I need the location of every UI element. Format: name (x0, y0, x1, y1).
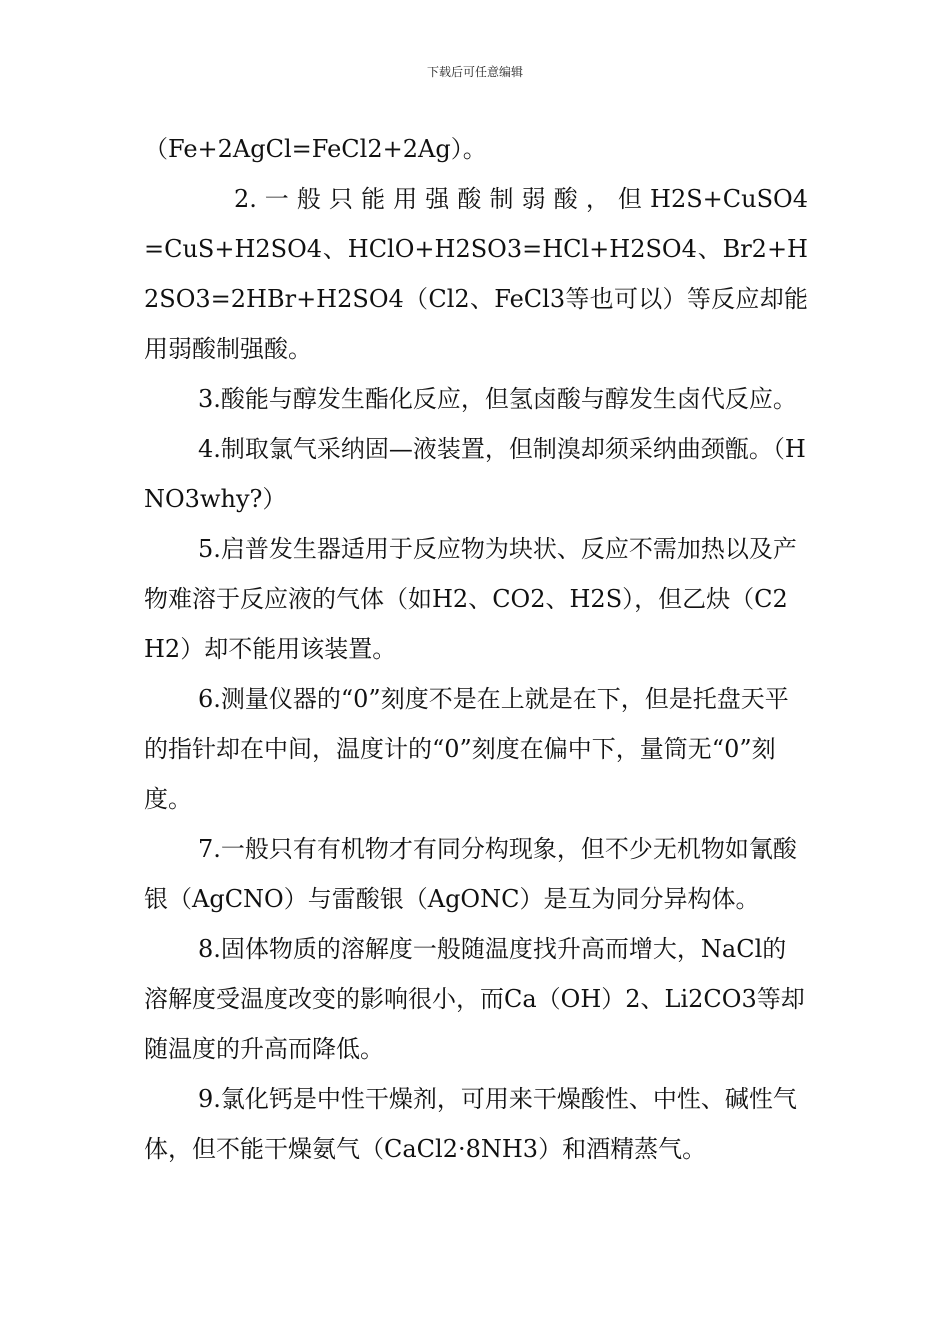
page-header: 下载后可任意编辑 (426, 65, 523, 79)
paragraph-9: 9.氯化钙是中性干燥剂，可用来干燥酸性、中性、碱性气体，但不能干燥氨气（CaCl2·8NH3）和酒精蒸气。 (144, 1085, 797, 1163)
paragraph-7: 7.一般只有有机物才有同分构现象，但不少无机物如氰酸银（AgCNO）与雷酸银（AgONC）是互为同分异构体。 (144, 835, 797, 913)
paragraph-4: 4.制取氯气采纳固—液装置，但制溴却须采纳曲颈甑。（HNO3why?） (144, 435, 806, 513)
paragraph-6: 6.测量仪器的“0”刻度不是在上就是在下，但是托盘天平的指针却在中间，温度计的“0”刻度在偏中下，量筒无“0”刻度。 (144, 685, 789, 813)
paragraph-5: 5.启普发生器适用于反应物为块状、反应不需加热以及产物难溶于反应液的气体（如H2、CO2、H2S），但乙炔（C2H2）却不能用该装置。 (144, 535, 797, 663)
document-body (144, 124, 808, 1174)
paragraph-1: （Fe+2AgCl=FeCl2+2Ag）。 (144, 135, 487, 163)
paragraph-3: 3.酸能与醇发生酯化反应，但氢卤酸与醇发生卤代反应。 (198, 385, 797, 413)
paragraph-2: 2. 一 般 只 能 用 强 酸 制 弱 酸 ， 但 H2S+CuSO4=CuS+H2SO4、HClO+H2SO3=HCl+H2SO4、Br2+H2SO3=2HBr+H2SO4（Cl2、FeCl3等也可以）等反应却能用弱酸制强酸。 (144, 185, 808, 363)
paragraph-8: 8.固体物质的溶解度一般随温度找升高而增大，NaCl的溶解度受温度改变的影响很小，而Ca（OH）2、Li2CO3等却随温度的升高而降低。 (144, 935, 805, 1063)
